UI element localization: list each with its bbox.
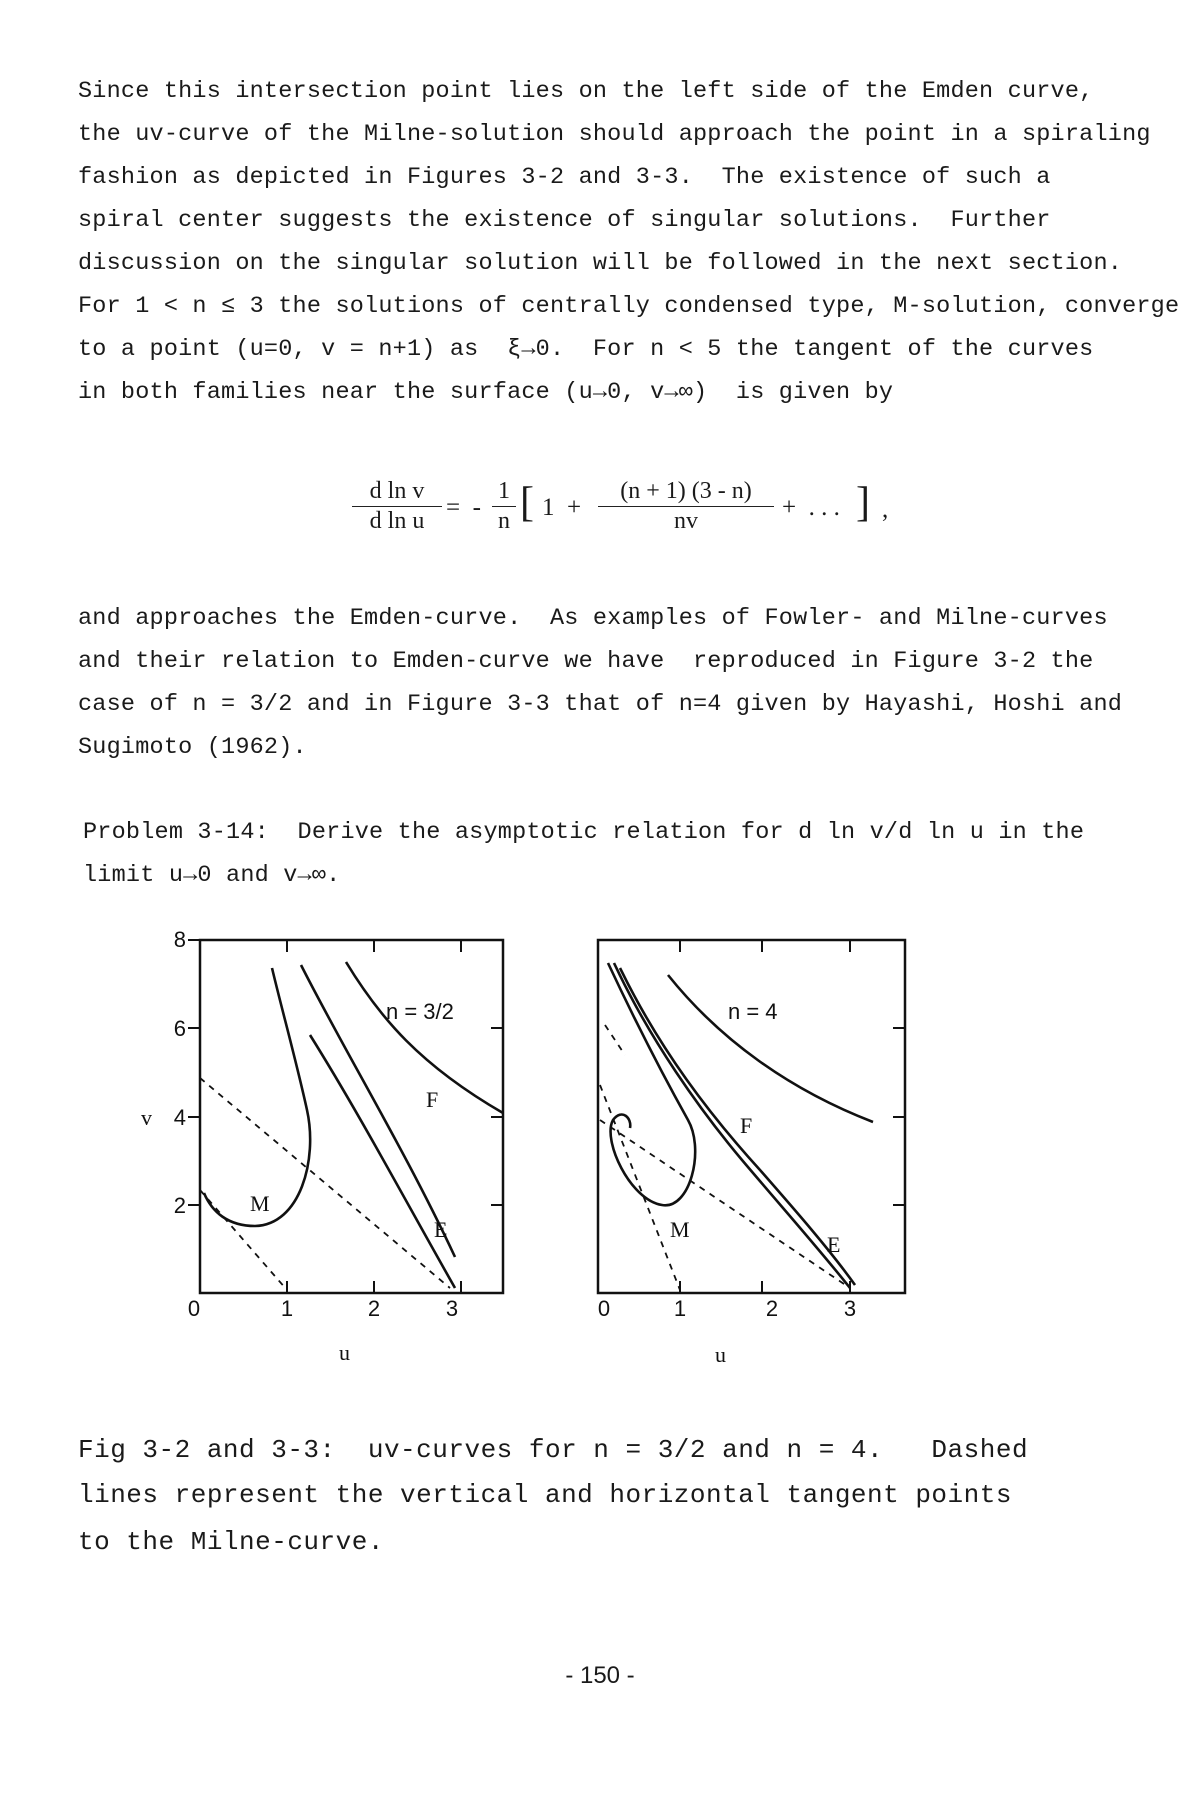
body-line: For 1 < n ≤ 3 the solutions of centrally condensed type, M-solution, converge — [78, 293, 1180, 320]
caption-line: Fig 3-2 and 3-3: uv-curves for n = 3/2 and n = 4. Dashed — [78, 1435, 1029, 1465]
body-line: and their relation to Emden-curve we have reproduced in Figure 3-2 the — [78, 648, 1094, 675]
x-axis-label: u — [339, 1340, 350, 1365]
body-line: fashion as depicted in Figures 3-2 and 3-3. The existence of such a — [78, 164, 1051, 191]
emden-label: E — [434, 1217, 448, 1242]
one-plus: 1 + — [542, 494, 582, 521]
fowler-label: F — [740, 1113, 753, 1138]
coef-denominator: n — [498, 508, 510, 534]
vertical-tangent-line — [600, 1085, 680, 1290]
n-label: n = 3/2 — [386, 999, 454, 1024]
milne-label: M — [670, 1217, 690, 1242]
y-tick-label: 6 — [173, 1016, 186, 1041]
x-tick-label: 2 — [765, 1296, 779, 1321]
figure-n32 — [141, 927, 503, 1365]
x-tick-label: 0 — [187, 1296, 201, 1321]
y-axis-label: v — [141, 1105, 152, 1130]
x-tick-label: 2 — [367, 1296, 381, 1321]
ellipsis-term: + . . . — [782, 494, 840, 521]
caption-line: lines represent the vertical and horizontal tangent points — [78, 1480, 1012, 1510]
axis-ticks — [188, 940, 503, 1293]
x-tick-label: 3 — [445, 1296, 459, 1321]
open-bracket: [ — [520, 480, 534, 526]
body-line: case of n = 3/2 and in Figure 3-3 that of n=4 given by Hayashi, Hoshi and — [78, 691, 1123, 718]
body-line: the uv-curve of the Milne-solution should approach the point in a spiraling — [78, 121, 1151, 148]
caption-line: to the Milne-curve. — [78, 1527, 384, 1557]
problem-line: Problem 3-14: Derive the asymptotic relation for d ln v/d ln u in the — [83, 819, 1085, 846]
horizontal-tangent-line — [600, 1120, 850, 1288]
milne-curve — [608, 963, 695, 1205]
page-number: - 150 - — [565, 1662, 635, 1689]
vertical-tangent-line — [200, 1190, 287, 1290]
figure-n4 — [598, 940, 905, 1367]
x-tick-label: 1 — [280, 1296, 294, 1321]
emden-curve — [310, 1035, 455, 1288]
y-tick-label: 8 — [173, 927, 186, 952]
x-axis-label: u — [715, 1342, 726, 1367]
problem-line: limit u→0 and v→∞. — [83, 862, 341, 889]
x-tick-label: 3 — [843, 1296, 857, 1321]
plot-frame — [200, 940, 503, 1293]
x-tick-label: 1 — [673, 1296, 687, 1321]
tangent-fragment — [605, 1025, 625, 1055]
body-line: to a point (u=0, v = n+1) as ξ→0. For n < 5 the tangent of the curves — [78, 336, 1094, 363]
emden-label: E — [827, 1232, 841, 1257]
body-line: and approaches the Emden-curve. As examples of Fowler- and Milne-curves — [78, 605, 1108, 632]
fowler-curve — [668, 975, 873, 1122]
curves — [204, 962, 503, 1288]
lhs-numerator: d ln v — [369, 478, 425, 504]
close-bracket: ] — [856, 480, 870, 526]
inner-denominator: nv — [674, 508, 698, 534]
tangent-lines — [600, 1025, 850, 1290]
fowler-label: F — [426, 1087, 439, 1112]
body-line: Sugimoto (1962). — [78, 734, 307, 761]
inner-numerator: (n + 1) (3 - n) — [620, 478, 752, 504]
x-tick-label: 0 — [597, 1296, 611, 1321]
milne-label: M — [250, 1191, 270, 1216]
equation-comma: , — [882, 496, 889, 523]
horizontal-tangent-line — [200, 1078, 450, 1288]
equals-minus: = - — [446, 494, 481, 521]
tangent-lines — [200, 1078, 450, 1290]
body-line: in both families near the surface (u→0, v→∞) is given by — [78, 379, 894, 406]
lhs-denominator: d ln u — [369, 508, 425, 534]
body-line: Since this intersection point lies on the left side of the Emden curve, — [78, 78, 1094, 105]
milne-curve — [204, 968, 310, 1226]
y-tick-label: 2 — [173, 1193, 186, 1218]
body-line: discussion on the singular solution will be followed in the next section. — [78, 250, 1123, 277]
body-line: spiral center suggests the existence of singular solutions. Further — [78, 207, 1051, 234]
n-label: n = 4 — [728, 999, 778, 1024]
coef-numerator: 1 — [498, 478, 510, 504]
y-tick-label: 4 — [173, 1105, 186, 1130]
